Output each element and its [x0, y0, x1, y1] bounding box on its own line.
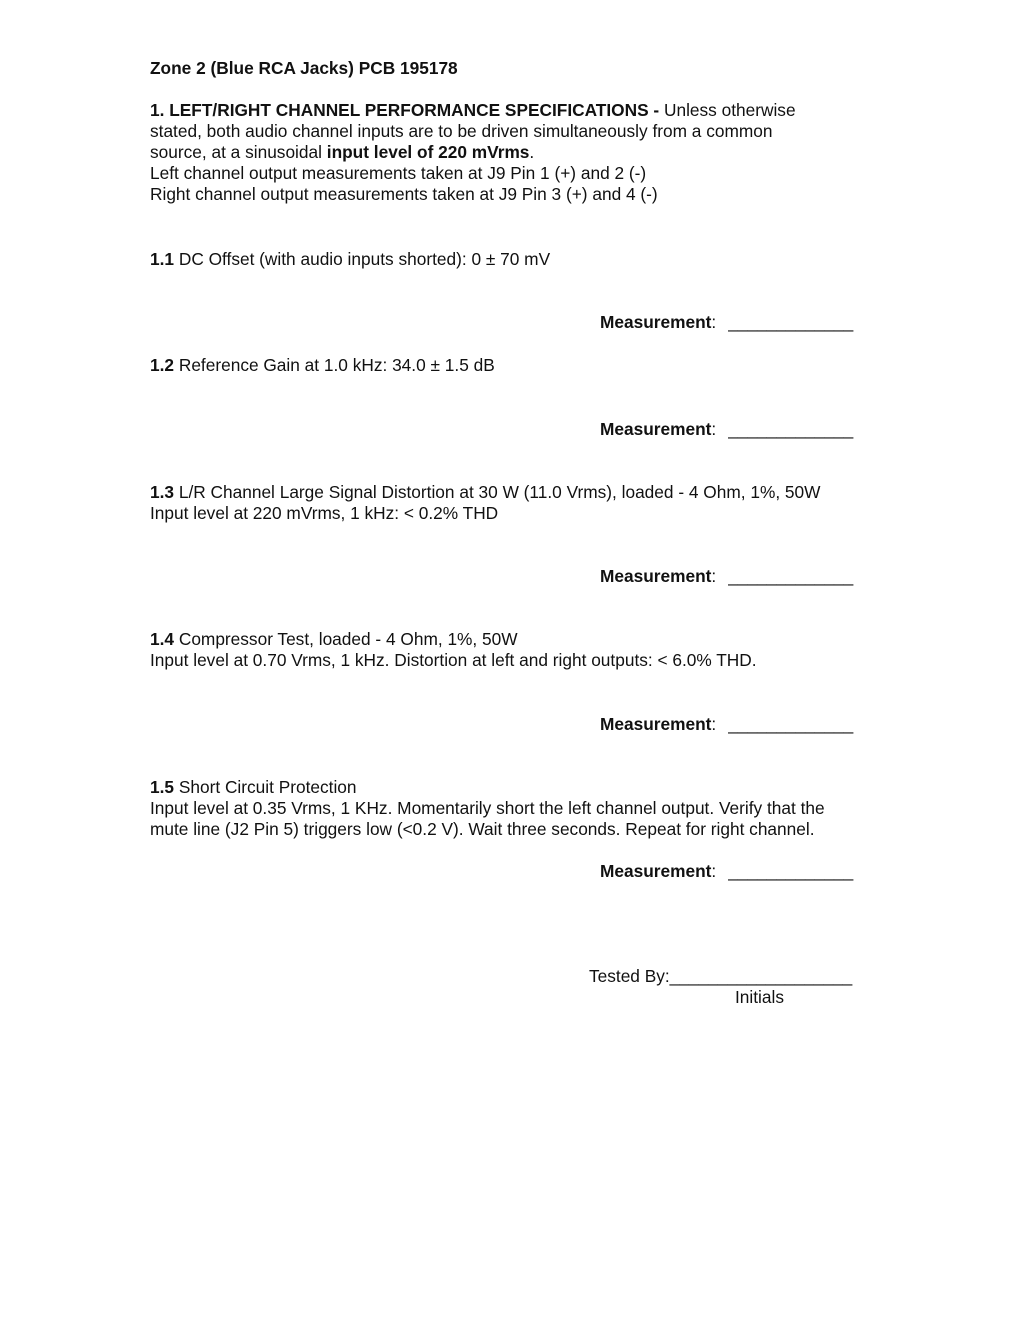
- test-1-5-line-1: [150, 777, 870, 798]
- test-1-4-line-1: [150, 629, 870, 650]
- test-1-3-line-2: Input level at 220 mVrms, 1 kHz: < 0.2% THD: [150, 503, 499, 523]
- section-1-intro-b: stated, both audio channel inputs are to be driven simultaneously from a common: [150, 121, 773, 141]
- test-description: DC Offset (with audio inputs shorted): 0 ± 70 mV: [174, 249, 551, 269]
- measurement-field-1-2[interactable]: [600, 419, 870, 440]
- measurement-field-1-4[interactable]: [600, 714, 870, 735]
- test-1-5-line-3: mute line (J2 Pin 5) triggers low (<0.2 V). Wait three seconds. Repeat for right channel.: [150, 819, 815, 839]
- measurement-blank[interactable]: _____________: [728, 312, 854, 332]
- test-description: Compressor Test, loaded - 4 Ohm, 1%, 50W: [174, 629, 518, 649]
- initials-label: Initials: [735, 987, 784, 1007]
- measurement-colon: :: [711, 714, 717, 734]
- right-channel-line: Right channel output measurements taken at J9 Pin 3 (+) and 4 (-): [150, 184, 658, 204]
- section-1-line-3: [150, 142, 870, 163]
- measurement-label: Measurement: [600, 714, 712, 734]
- test-1-5-line-2: Input level at 0.35 Vrms, 1 KHz. Momentarily short the left channel output. Verify that the: [150, 798, 825, 818]
- measurement-colon: :: [711, 861, 717, 881]
- input-level-bold: input level of 220 mVrms: [326, 142, 530, 162]
- test-number: 1.1: [150, 249, 175, 269]
- measurement-colon: :: [711, 566, 717, 586]
- test-1-2-line: [150, 355, 870, 376]
- test-description: Reference Gain at 1.0 kHz: 34.0 ± 1.5 dB: [174, 355, 495, 375]
- test-1-1-line: [150, 249, 870, 270]
- test-1-3: [150, 482, 870, 524]
- tested-by-field[interactable]: Tested By:___________________: [589, 966, 853, 986]
- measurement-blank[interactable]: _____________: [728, 861, 854, 881]
- measurement-field-1-3[interactable]: [600, 566, 870, 587]
- measurement-blank[interactable]: _____________: [728, 419, 854, 439]
- section-1-intro-c1: source, at a sinusoidal: [150, 142, 327, 162]
- test-1-3-line-1: [150, 482, 870, 503]
- section-1-heading: 1. LEFT/RIGHT CHANNEL PERFORMANCE SPECIFICATIONS -: [150, 100, 660, 120]
- test-1-5: [150, 777, 870, 840]
- test-description: Short Circuit Protection: [174, 777, 357, 797]
- measurement-blank[interactable]: _____________: [728, 714, 854, 734]
- measurement-label: Measurement: [600, 312, 712, 332]
- measurement-blank[interactable]: _____________: [728, 566, 854, 586]
- test-1-2: [150, 355, 870, 376]
- test-1-1: [150, 249, 870, 270]
- section-1-intro: [150, 100, 870, 205]
- section-1-line-1: [150, 100, 870, 121]
- title-text: Zone 2 (Blue RCA Jacks) PCB 195178: [150, 58, 458, 78]
- measurement-label: Measurement: [600, 566, 712, 586]
- measurement-field-1-5[interactable]: [600, 861, 870, 882]
- test-number: 1.4: [150, 629, 175, 649]
- measurement-label: Measurement: [600, 419, 712, 439]
- measurement-colon: :: [711, 312, 717, 332]
- measurement-label: Measurement: [600, 861, 712, 881]
- section-1-intro-a: Unless otherwise: [659, 100, 796, 120]
- test-number: 1.3: [150, 482, 175, 502]
- left-channel-line: Left channel output measurements taken at J9 Pin 1 (+) and 2 (-): [150, 163, 647, 183]
- test-description: L/R Channel Large Signal Distortion at 30 W (11.0 Vrms), loaded - 4 Ohm, 1%, 50W: [174, 482, 821, 502]
- test-number: 1.5: [150, 777, 175, 797]
- document-title: [150, 58, 870, 79]
- test-1-4-line-2: Input level at 0.70 Vrms, 1 kHz. Distortion at left and right outputs: < 6.0% THD.: [150, 650, 757, 670]
- test-1-4: [150, 629, 870, 671]
- measurement-field-1-1[interactable]: [600, 312, 870, 333]
- measurement-colon: :: [711, 419, 717, 439]
- test-number: 1.2: [150, 355, 175, 375]
- section-1-intro-c2: .: [529, 142, 535, 162]
